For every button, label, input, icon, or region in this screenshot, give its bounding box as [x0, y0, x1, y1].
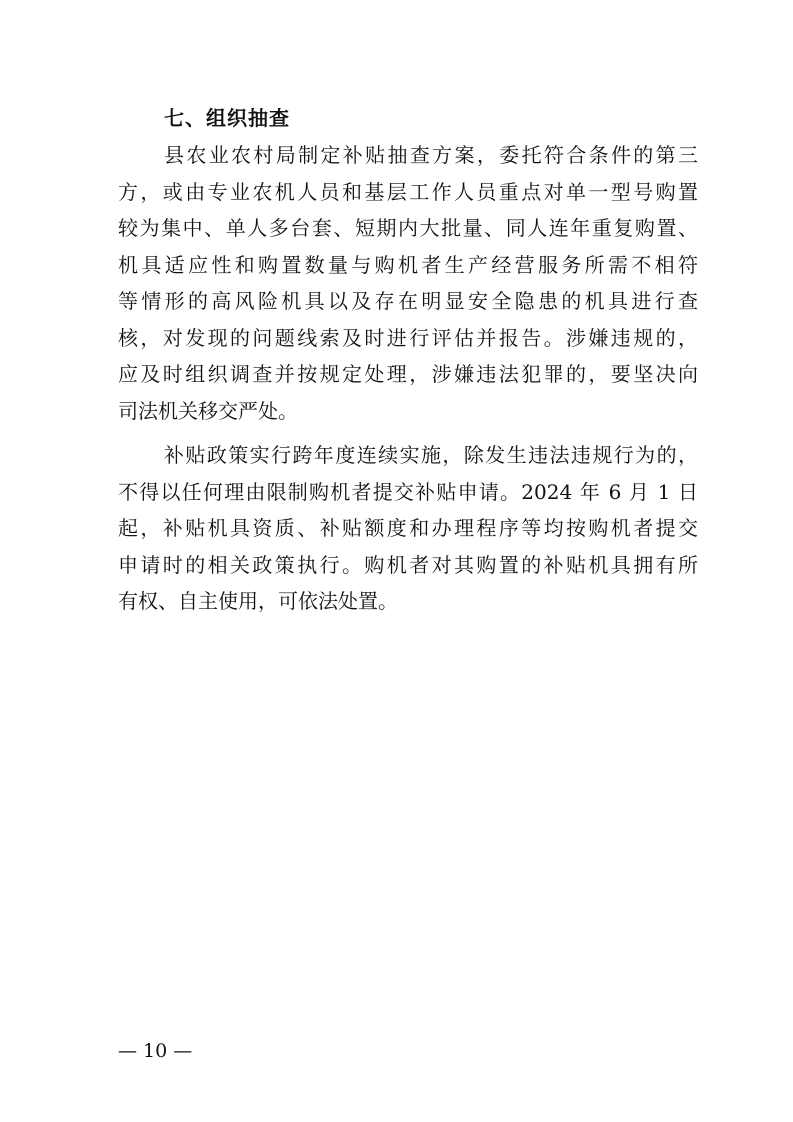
section-heading: 七、组织抽查	[164, 106, 290, 130]
paragraph-line: 起，补贴机具资质、补贴额度和办理程序等均按购机者提交	[118, 516, 698, 540]
paragraph-line: 等情形的高风险机具以及存在明显安全隐患的机具进行查	[118, 289, 698, 313]
paragraph-line: 有权、自主使用，可依法处置。	[118, 589, 398, 613]
paragraph-line: 较为集中、单人多台套、短期内大批量、同人连年重复购置、	[118, 216, 698, 240]
paragraph-line: 补贴政策实行跨年度连续实施，除发生违法违规行为的，	[164, 443, 698, 467]
paragraph-line: 县农业农村局制定补贴抽查方案，委托符合条件的第三	[164, 143, 698, 167]
paragraph-line: 司法机关移交严处。	[118, 398, 298, 423]
paragraph-line: 方，或由专业农机人员和基层工作人员重点对单一型号购置	[118, 179, 698, 204]
paragraph-line: 机具适应性和购置数量与购机者生产经营服务所需不相符	[118, 252, 698, 277]
paragraph-sampling-inspection	[118, 137, 698, 429]
paragraph-line: 申请时的相关政策执行。购机者对其购置的补贴机具拥有所	[118, 552, 698, 577]
paragraph-policy-continuity	[118, 437, 698, 620]
paragraph-line: 核，对发现的问题线索及时进行评估并报告。涉嫌违规的，	[118, 325, 698, 350]
paragraph-line: 应及时组织调查并按规定处理，涉嫌违法犯罪的，要坚决向	[118, 362, 698, 386]
page-number: — 10 —	[118, 1040, 193, 1062]
paragraph-line: 不得以任何理由限制购机者提交补贴申请。2024 年 6 月 1 日	[118, 479, 698, 504]
